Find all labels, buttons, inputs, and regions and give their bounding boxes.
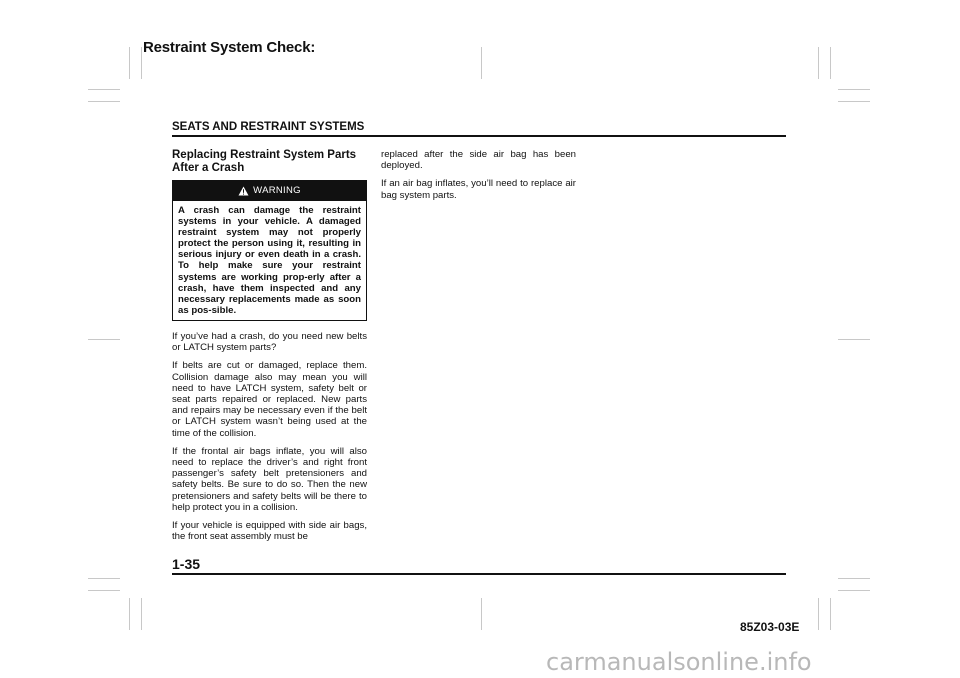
crop-mark: [88, 101, 120, 102]
top-title: Restraint System Check:: [143, 39, 316, 56]
crop-mark: [129, 598, 130, 630]
crop-mark: [830, 47, 831, 79]
crop-mark: [88, 89, 120, 90]
crop-mark: [88, 578, 120, 579]
crop-mark: [818, 47, 819, 79]
section-title: SEATS AND RESTRAINT SYSTEMS: [172, 121, 365, 133]
page-number: 1-35: [172, 556, 201, 572]
warning-header: [173, 181, 366, 201]
warning-label: WARNING: [253, 185, 301, 197]
paragraph: If the frontal air bags inflate, you will also need to replace the driver’s and right front passenger’s safety belt pretensioners and safety belts. Be sure to do so. Then the new pretensioners and safety belts will be there to help protect you in a collision.: [172, 445, 367, 513]
crop-mark: [129, 47, 130, 79]
warning-text: A crash can damage the restraint systems in your vehicle. A damaged restraint system may not properly protect the person using it, resulting in serious injury or even death in a crash. To help make sure your restraint systems are working prop-erly after a crash, have them inspected and any necessary replacements made as soon as pos-sible.: [178, 205, 361, 316]
warning-box: [172, 180, 367, 321]
crop-mark: [838, 339, 870, 340]
footer-rule: [172, 573, 786, 575]
column-right: [381, 149, 576, 208]
paragraph: replaced after the side air bag has been deployed.: [381, 149, 576, 172]
crop-mark: [838, 578, 870, 579]
crop-mark: [141, 47, 142, 79]
crop-mark: [481, 598, 482, 630]
column-left: [172, 149, 367, 549]
crop-mark: [830, 598, 831, 630]
crop-mark: [141, 598, 142, 630]
crop-mark: [838, 101, 870, 102]
crop-mark: [838, 590, 870, 591]
paragraph: If an air bag inflates, you’ll need to replace air bag system parts.: [381, 178, 576, 201]
crop-mark: [818, 598, 819, 630]
watermark: carmanualsonline.info: [546, 648, 812, 676]
header-rule: [172, 135, 786, 137]
document-code: 85Z03-03E: [740, 620, 800, 634]
paragraph: If belts are cut or damaged, replace them. Collision damage also may mean you will need to have LATCH system, safety belt or seat parts repaired or replaced. New parts and repairs may be necessary even if the belt or LATCH system wasn’t being used at the time of the collision.: [172, 360, 367, 439]
crop-mark: [88, 339, 120, 340]
crop-mark: [481, 47, 482, 79]
subsection-heading: Replacing Restraint System Parts After a Crash: [172, 149, 357, 174]
paragraph: If your vehicle is equipped with side air bags, the front seat assembly must be: [172, 519, 367, 543]
warning-triangle-icon: [238, 186, 249, 196]
crop-mark: [88, 590, 120, 591]
paragraph: If you’ve had a crash, do you need new belts or LATCH system parts?: [172, 330, 367, 354]
crop-mark: [838, 89, 870, 90]
